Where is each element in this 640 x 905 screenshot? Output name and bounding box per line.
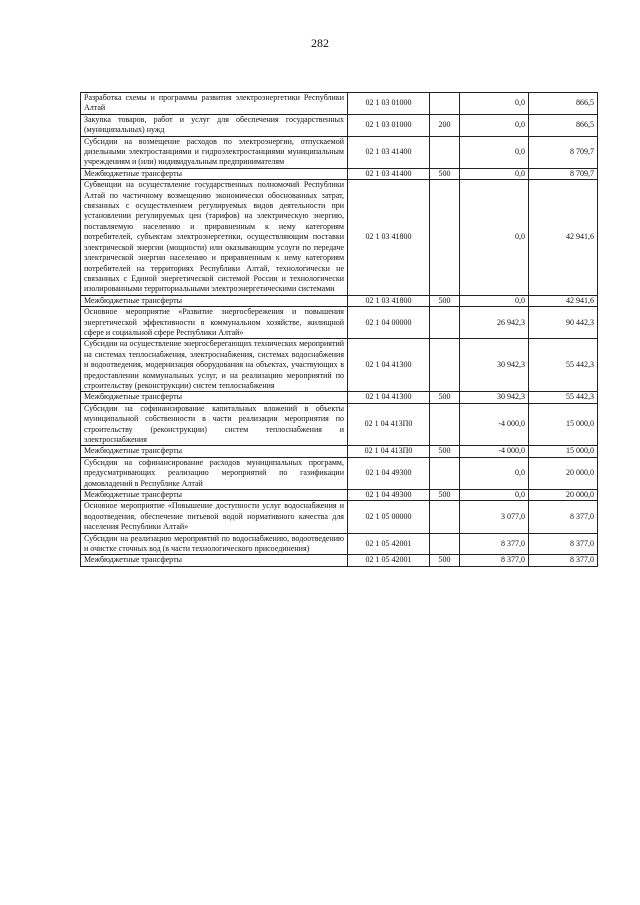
row-change-amount-cell: 26 942,3 xyxy=(460,307,529,339)
table-row xyxy=(81,501,598,533)
table-row xyxy=(81,533,598,555)
row-expense-type-cell xyxy=(430,307,460,339)
table-row xyxy=(81,403,598,446)
row-code-cell: 02 1 05 42001 xyxy=(348,555,430,566)
row-total-amount-cell: 15 000,0 xyxy=(529,446,598,457)
row-code-cell: 02 1 04 41300 xyxy=(348,392,430,403)
row-change-amount-cell: 0,0 xyxy=(460,490,529,501)
row-code-cell: 02 1 03 41800 xyxy=(348,180,430,295)
row-code-cell: 02 1 03 41400 xyxy=(348,168,430,179)
row-change-amount-cell: 0,0 xyxy=(460,180,529,295)
row-name-cell: Субсидии на софинансирование капитальных вложений в объекты муниципальной собственности в части реализации мероприятия по строительству (реконструкции) систем теплоснабжения и электроснабжения xyxy=(81,403,348,446)
row-change-amount-cell: 8 377,0 xyxy=(460,533,529,555)
row-total-amount-cell: 20 000,0 xyxy=(529,457,598,489)
row-expense-type-cell: 500 xyxy=(430,295,460,306)
row-expense-type-cell xyxy=(430,533,460,555)
row-code-cell: 02 1 04 413П0 xyxy=(348,446,430,457)
table-row xyxy=(81,392,598,403)
row-change-amount-cell: 30 942,3 xyxy=(460,392,529,403)
row-total-amount-cell: 55 442,3 xyxy=(529,392,598,403)
row-total-amount-cell: 42 941,6 xyxy=(529,180,598,295)
table-row xyxy=(81,555,598,566)
row-total-amount-cell: 8 709,7 xyxy=(529,136,598,168)
row-expense-type-cell xyxy=(430,501,460,533)
row-code-cell: 02 1 05 42001 xyxy=(348,533,430,555)
row-code-cell: 02 1 03 01000 xyxy=(348,93,430,115)
row-expense-type-cell: 500 xyxy=(430,168,460,179)
budget-table xyxy=(80,92,598,567)
row-total-amount-cell: 8 377,0 xyxy=(529,501,598,533)
row-expense-type-cell xyxy=(430,339,460,392)
row-total-amount-cell: 866,5 xyxy=(529,114,598,136)
row-total-amount-cell: 42 941,6 xyxy=(529,295,598,306)
row-code-cell: 02 1 03 01000 xyxy=(348,114,430,136)
row-name-cell: Основное мероприятие «Повышение доступности услуг водоснабжения и водоотведения, обеспечение питьевой водой нормативного качества для населения Республики Алтай» xyxy=(81,501,348,533)
row-expense-type-cell: 500 xyxy=(430,446,460,457)
row-name-cell: Субсидии на осуществление энергосберегающих технических мероприятий на системах теплоснабжения, электроснабжения, системах водоснабжения и водоотведения, модернизация оборудования на объектах, участвующих в предоставлении коммунальных услуг, и на реализацию мероприятий по строительству (реконструкции) систем теплоснабжения xyxy=(81,339,348,392)
row-code-cell: 02 1 04 49300 xyxy=(348,490,430,501)
row-total-amount-cell: 8 377,0 xyxy=(529,533,598,555)
row-name-cell: Разработка схемы и программы развития электроэнергетики Республики Алтай xyxy=(81,93,348,115)
row-expense-type-cell: 500 xyxy=(430,392,460,403)
row-expense-type-cell xyxy=(430,180,460,295)
row-name-cell: Субсидии на реализацию мероприятий по водоснабжению, водоотведению и очистке сточных вод (в части технологического присоединения) xyxy=(81,533,348,555)
row-total-amount-cell: 55 442,3 xyxy=(529,339,598,392)
row-total-amount-cell: 866,5 xyxy=(529,93,598,115)
row-name-cell: Субсидии на софинансирование расходов муниципальных программ, предусматривающих реализацию мероприятий по газификации домовладений в Республике Алтай xyxy=(81,457,348,489)
row-name-cell: Межбюджетные трансферты xyxy=(81,490,348,501)
table-row xyxy=(81,457,598,489)
row-code-cell: 02 1 03 41800 xyxy=(348,295,430,306)
row-expense-type-cell: 200 xyxy=(430,114,460,136)
table-row xyxy=(81,114,598,136)
row-total-amount-cell: 20 000,0 xyxy=(529,490,598,501)
row-code-cell: 02 1 05 00000 xyxy=(348,501,430,533)
table-row xyxy=(81,180,598,295)
row-name-cell: Межбюджетные трансферты xyxy=(81,446,348,457)
row-code-cell: 02 1 04 00000 xyxy=(348,307,430,339)
row-name-cell: Субсидии на возмещение расходов по электроэнергии, отпускаемой дизельными электростанциями и гидроэлектростанциями муниципальным учреждениям и (или) индивидуальным предпринимателям xyxy=(81,136,348,168)
row-change-amount-cell: 0,0 xyxy=(460,295,529,306)
row-expense-type-cell: 500 xyxy=(430,555,460,566)
row-expense-type-cell xyxy=(430,457,460,489)
row-total-amount-cell: 15 000,0 xyxy=(529,403,598,446)
row-code-cell: 02 1 04 413П0 xyxy=(348,403,430,446)
row-change-amount-cell: 0,0 xyxy=(460,457,529,489)
row-change-amount-cell: -4 000,0 xyxy=(460,403,529,446)
table-row xyxy=(81,136,598,168)
row-code-cell: 02 1 04 41300 xyxy=(348,339,430,392)
row-change-amount-cell: 3 077,0 xyxy=(460,501,529,533)
row-change-amount-cell: 0,0 xyxy=(460,136,529,168)
row-change-amount-cell: 30 942,3 xyxy=(460,339,529,392)
row-change-amount-cell: 8 377,0 xyxy=(460,555,529,566)
row-name-cell: Межбюджетные трансферты xyxy=(81,295,348,306)
table-row xyxy=(81,490,598,501)
row-name-cell: Закупка товаров, работ и услуг для обеспечения государственных (муниципальных) нужд xyxy=(81,114,348,136)
table-row xyxy=(81,307,598,339)
table-row xyxy=(81,339,598,392)
row-total-amount-cell: 8 709,7 xyxy=(529,168,598,179)
table-row xyxy=(81,168,598,179)
table-row xyxy=(81,295,598,306)
budget-table-body xyxy=(81,93,598,567)
page-number: 282 xyxy=(311,36,329,50)
row-total-amount-cell: 90 442,3 xyxy=(529,307,598,339)
row-change-amount-cell: 0,0 xyxy=(460,93,529,115)
row-expense-type-cell xyxy=(430,93,460,115)
row-change-amount-cell: -4 000,0 xyxy=(460,446,529,457)
row-expense-type-cell: 500 xyxy=(430,490,460,501)
row-expense-type-cell xyxy=(430,403,460,446)
row-name-cell: Субвенции на осуществление государственных полномочий Республики Алтай по частичному возмещению экономически обоснованных затрат, связанных с осуществлением регулируемых видов деятельности при установлении регулируемых цен (тарифов) на электрическую энергию, поставляемую населению и приравненным к нему категориям потребителей, субъектам электроэнергетики, осуществляющим поставки электрической энергии (мощности) или оказывающим услуги по передаче электрической энергии населению и приравненным к нему категориям потребителей на территориях Республики Алтай, технологически не связанных с Единой энергетической системой России и технологически изолированными территориальными электроэнергетическими системами xyxy=(81,180,348,295)
row-name-cell: Межбюджетные трансферты xyxy=(81,555,348,566)
table-row xyxy=(81,446,598,457)
row-code-cell: 02 1 03 41400 xyxy=(348,136,430,168)
table-row xyxy=(81,93,598,115)
row-total-amount-cell: 8 377,0 xyxy=(529,555,598,566)
row-name-cell: Основное мероприятие «Развитие энергосбережения и повышения энергетической эффективности в коммунальном хозяйстве, жилищной сфере и социальной сфере Республики Алтай» xyxy=(81,307,348,339)
row-name-cell: Межбюджетные трансферты xyxy=(81,168,348,179)
row-change-amount-cell: 0,0 xyxy=(460,168,529,179)
row-name-cell: Межбюджетные трансферты xyxy=(81,392,348,403)
row-expense-type-cell xyxy=(430,136,460,168)
row-change-amount-cell: 0,0 xyxy=(460,114,529,136)
row-code-cell: 02 1 04 49300 xyxy=(348,457,430,489)
